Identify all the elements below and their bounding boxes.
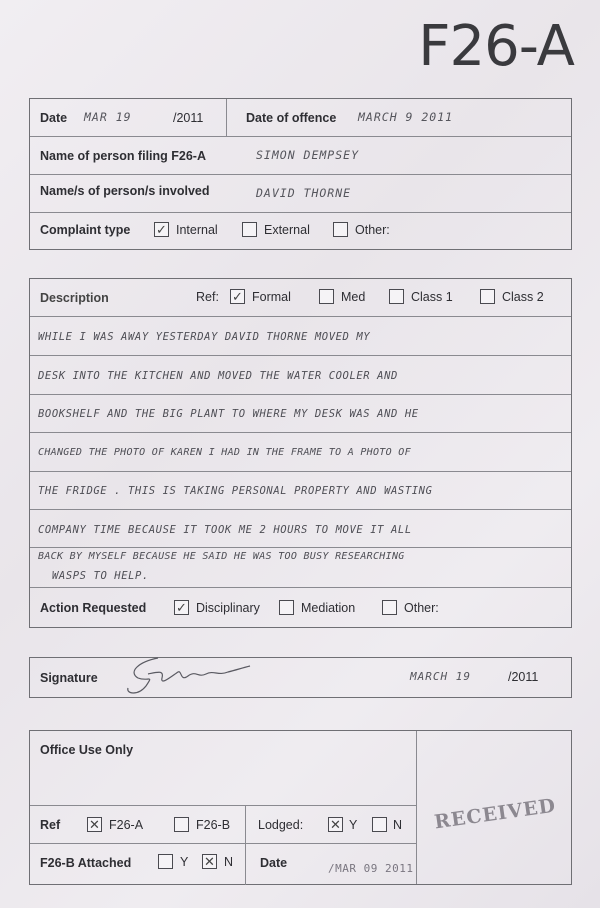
received-stamp: RECEIVED [433,794,558,834]
internal-label: Internal [176,223,218,237]
class1-label: Class 1 [411,290,453,304]
action-row [30,588,571,628]
description-line: DESK INTO THE KITCHEN AND MOVED THE WATER COOLER AND [38,370,398,382]
formal-label: Formal [252,290,291,304]
med-checkbox[interactable] [319,289,334,304]
complaint-label: Complaint type [40,223,131,237]
description-line: WHILE I WAS AWAY YESTERDAY DAVID THORNE MOVED MY [38,331,371,343]
office-section [29,730,572,885]
date-row [30,99,571,137]
office-date-stamp: /MAR 09 2011 [328,862,414,875]
mediation-checkbox[interactable] [279,600,294,615]
formal-checkbox-checked[interactable]: ✓ [230,289,245,304]
f26b-attached-label: F26-B Attached [40,856,132,870]
class2-checkbox[interactable] [480,289,495,304]
signature-date-value: MARCH 19 [410,670,471,683]
involved-row [30,175,571,213]
f26a-checkbox-checked[interactable]: ✕ [87,817,102,832]
f26a-label: F26-A [109,818,144,832]
other-label: Other: [355,223,390,237]
signature-label: Signature [40,671,98,685]
attached-no-checkbox-checked[interactable]: ✕ [202,854,217,869]
disciplinary-label: Disciplinary [196,601,260,615]
external-checkbox[interactable] [242,222,257,237]
form-id-title: F26-A [418,14,574,79]
other-checkbox[interactable] [333,222,348,237]
description-line: COMPANY TIME BECAUSE IT TOOK ME 2 HOURS TO MOVE IT ALL [38,524,412,536]
lodged-yes-checkbox-checked[interactable]: ✕ [328,817,343,832]
description-line: BACK BY MYSELF BECAUSE HE SAID HE WAS TOO BUSY RESEARCHING [38,551,405,562]
ref-label: Ref: [196,290,219,304]
description-line: WASPS TO HELP. [52,570,149,582]
filer-value: SIMON DEMPSEY [256,148,360,162]
office-ref-label: Ref [40,818,61,832]
signature-section [29,657,572,698]
date-label: Date [40,111,68,125]
med-label: Med [341,290,366,304]
action-other-checkbox[interactable] [382,600,397,615]
offence-date-value: MARCH 9 2011 [358,110,454,124]
external-label: External [264,223,310,237]
attached-yes-label: Y [180,855,189,869]
action-other-label: Other: [404,601,439,615]
date-value: MAR 19 [84,110,132,124]
attached-no-label: N [224,855,234,869]
complaint-row [30,213,571,250]
action-label: Action Requested [40,601,147,615]
lodged-no-checkbox[interactable] [372,817,387,832]
filer-row [30,137,571,175]
signature-scribble [118,652,258,696]
office-title: Office Use Only [40,743,134,757]
date-year: /2011 [173,111,204,125]
description-line: CHANGED THE PHOTO OF KAREN I HAD IN THE FRAME TO A PHOTO OF [38,447,411,458]
description-line: THE FRIDGE . THIS IS TAKING PERSONAL PROPERTY AND WASTING [38,485,433,497]
f26b-label: F26-B [196,818,231,832]
f26b-checkbox[interactable] [174,817,189,832]
lodged-no-label: N [393,818,403,832]
involved-label: Name/s of person/s involved [40,184,210,198]
class1-checkbox[interactable] [389,289,404,304]
office-date-label: Date [260,856,288,870]
description-line: BOOKSHELF AND THE BIG PLANT TO WHERE MY DESK WAS AND HE [38,408,419,420]
offence-date-label: Date of offence [246,111,337,125]
class2-label: Class 2 [502,290,544,304]
description-label: Description [40,291,109,305]
lodged-yes-label: Y [349,818,358,832]
mediation-label: Mediation [301,601,356,615]
header-section [29,98,572,250]
filer-label: Name of person filing F26-A [40,149,206,163]
description-section [29,278,572,628]
disciplinary-checkbox-checked[interactable]: ✓ [174,600,189,615]
involved-value: DAVID THORNE [256,186,352,200]
signature-date-year: /2011 [508,670,539,684]
internal-checkbox-checked[interactable]: ✓ [154,222,169,237]
attached-yes-checkbox[interactable] [158,854,173,869]
description-header-row [30,279,571,317]
lodged-label: Lodged: [258,818,304,832]
